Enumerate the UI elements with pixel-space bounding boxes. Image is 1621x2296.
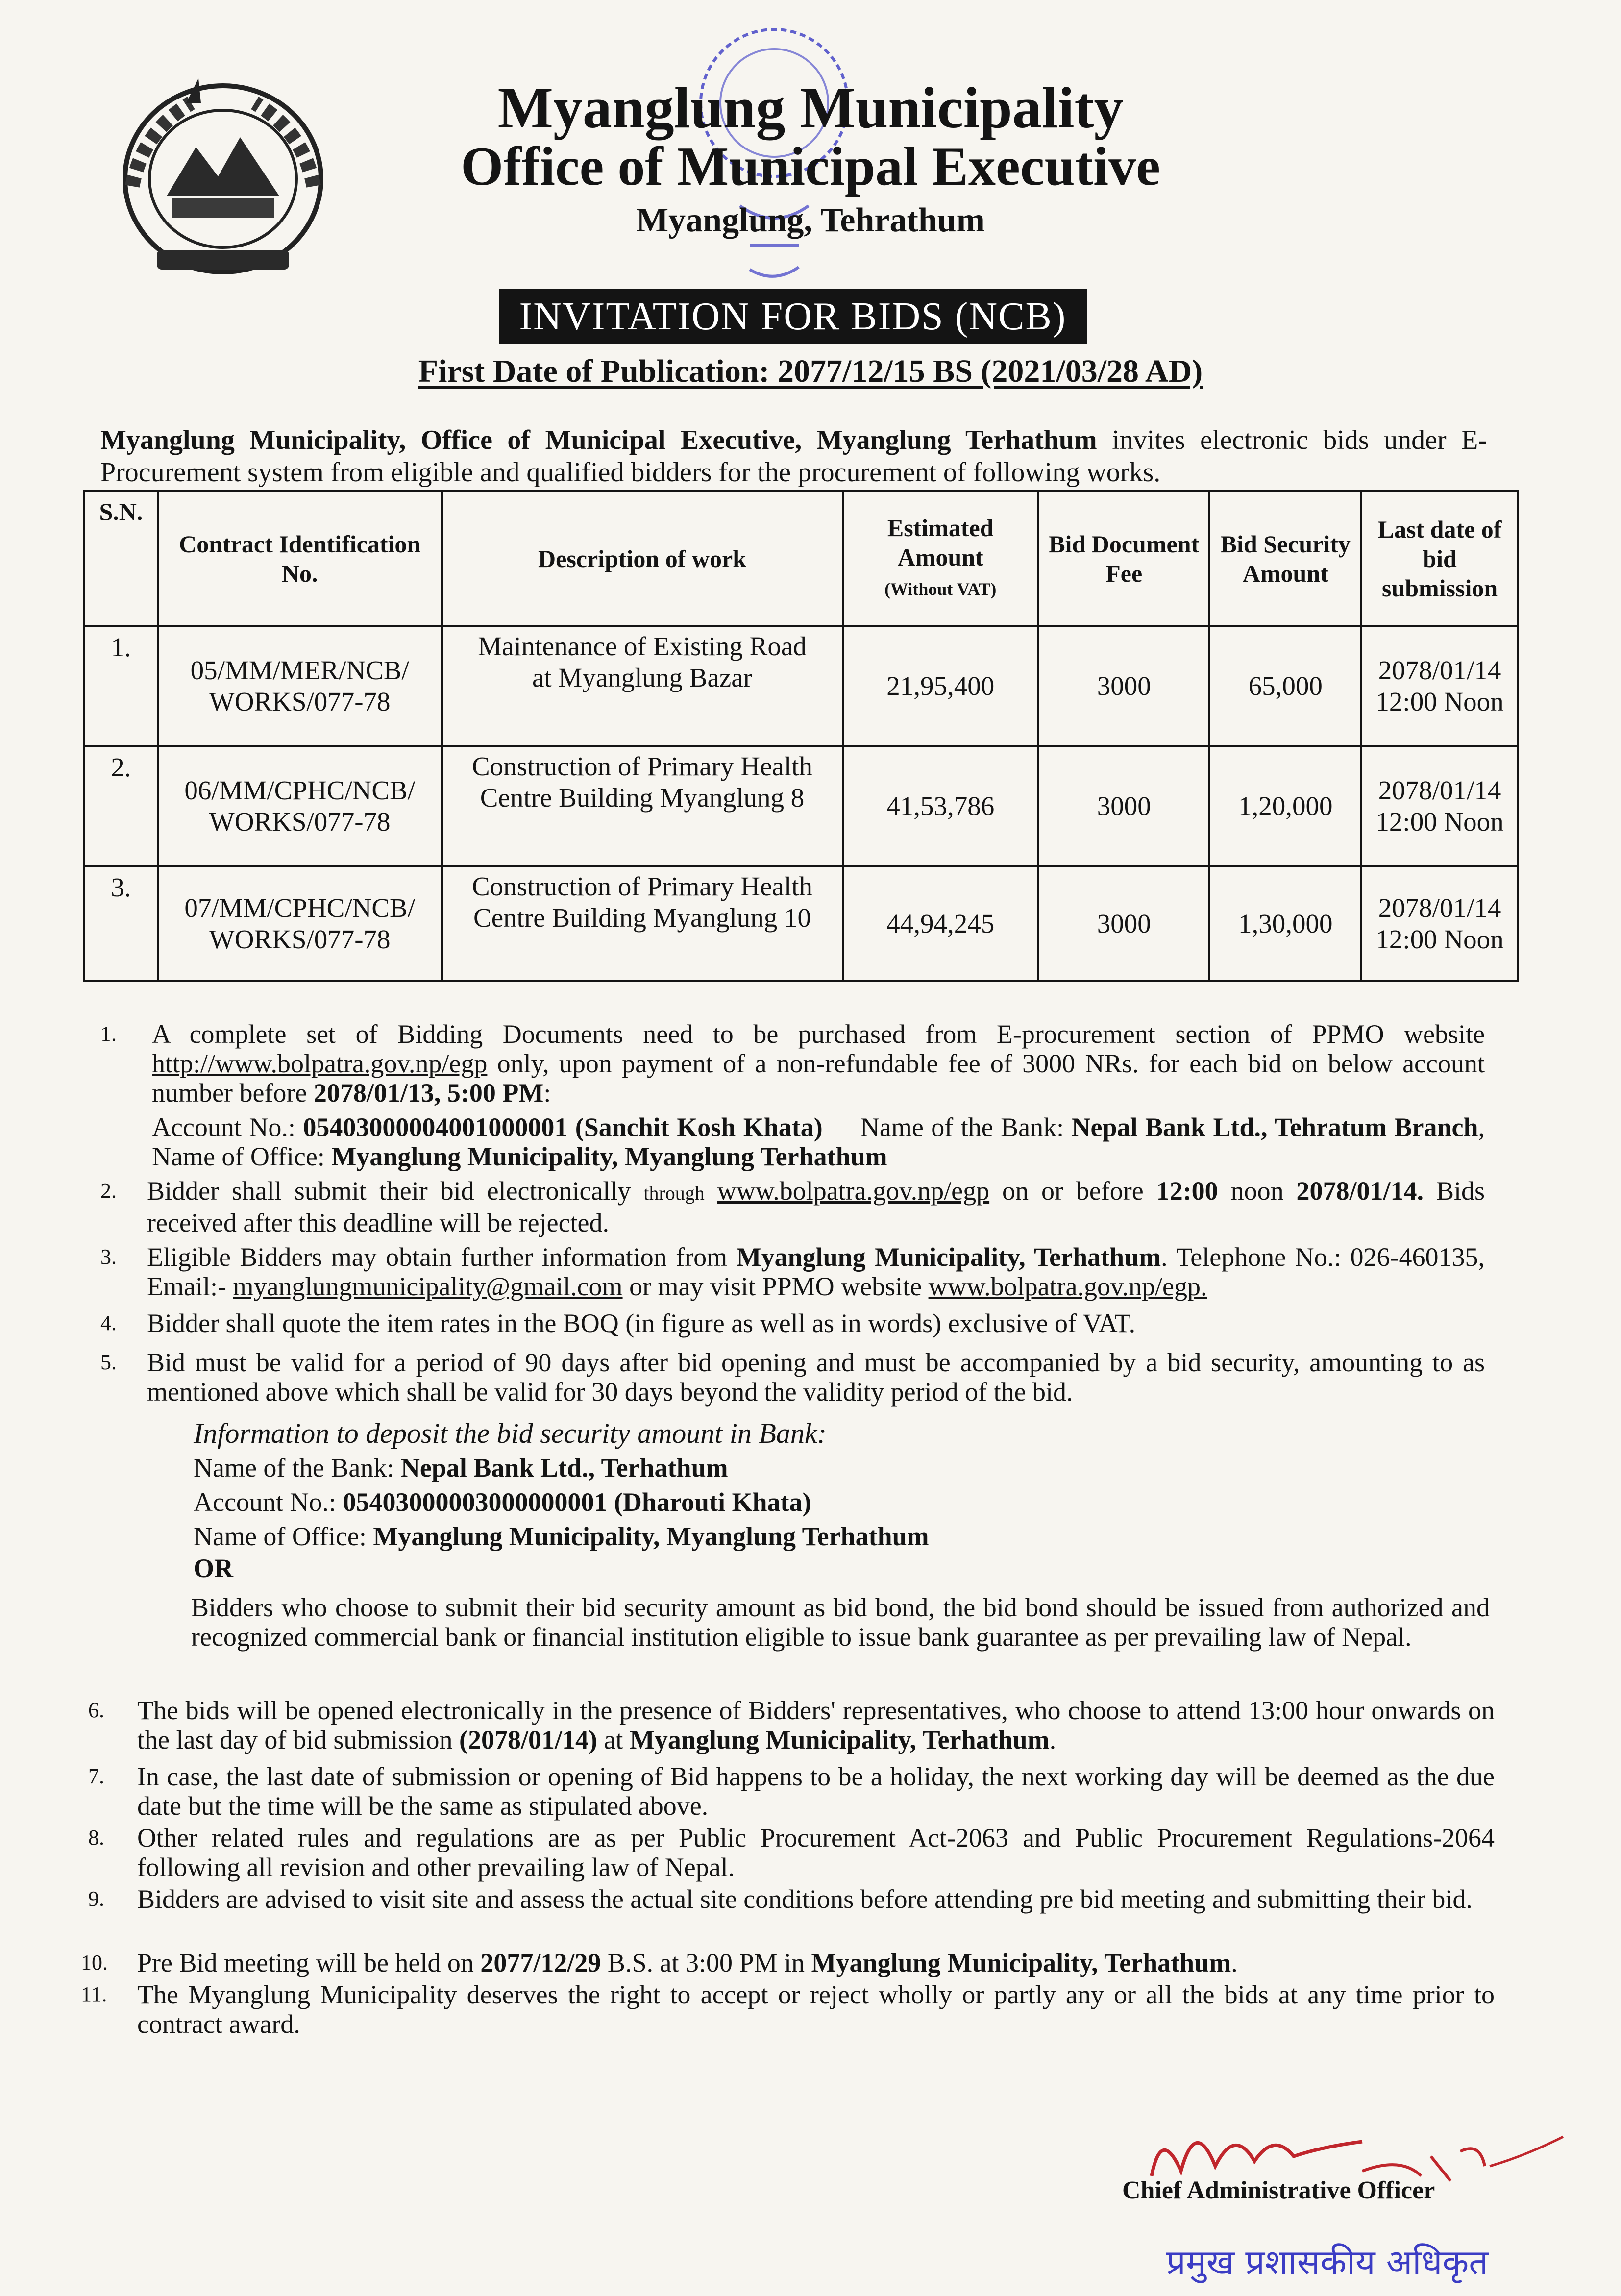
- term-1-account: Account No.: 05403000004001000001 (Sanchit Kosh Khata) Name of the Bank: Nepal Bank Ltd., Tehratum Branch, Name of Office: Myanglung Municipality, Myanglung Terhathum: [152, 1112, 1485, 1171]
- bank-name-line: Name of the Bank: Nepal Bank Ltd., Terhathum: [194, 1453, 728, 1482]
- row-description: Construction of Primary Health Centre Building Myanglung 10: [442, 866, 843, 981]
- table-header-row: [84, 491, 1518, 626]
- header-description: Description of work: [442, 491, 843, 626]
- header-sn: S.N.: [84, 491, 158, 626]
- row-sn: 2.: [84, 746, 158, 866]
- bolpatra-link[interactable]: www.bolpatra.gov.np/egp: [717, 1176, 990, 1206]
- term-number: 6.: [88, 1698, 104, 1722]
- term-number: 1.: [100, 1022, 117, 1046]
- office-line: Name of Office: Myanglung Municipality, Myanglung Terhathum: [194, 1522, 929, 1551]
- table-row: [84, 626, 1518, 746]
- term-10: Pre Bid meeting will be held on 2077/12/29 B.S. at 3:00 PM in Myanglung Municipality, Terhathum.: [137, 1948, 1238, 1977]
- row-fee: 3000: [1038, 626, 1210, 746]
- row-deadline: 2078/01/14 12:00 Noon: [1361, 626, 1518, 746]
- row-deadline: 2078/01/14 12:00 Noon: [1361, 866, 1518, 981]
- row-description: Construction of Primary Health Centre Building Myanglung 8: [442, 746, 843, 866]
- term-4: Bidder shall quote the item rates in the BOQ (in figure as well as in words) exclusive of VAT.: [147, 1308, 1136, 1338]
- office-location: Myanglung, Tehrathum: [636, 201, 985, 239]
- row-fee: 3000: [1038, 866, 1210, 981]
- table-row: [84, 866, 1518, 981]
- row-security: 1,20,000: [1209, 746, 1361, 866]
- email-link[interactable]: myanglungmunicipality@gmail.com: [233, 1272, 623, 1301]
- notice-title: INVITATION FOR BIDS (NCB): [499, 289, 1087, 344]
- bank-info-heading: Information to deposit the bid security amount in Bank:: [194, 1417, 827, 1449]
- header-last-date: Last date of bid submission: [1361, 491, 1518, 626]
- publication-date: First Date of Publication: 2077/12/15 BS (2021/03/28 AD): [418, 353, 1203, 389]
- header-estimated-amount: Estimated Amount (Without VAT): [843, 491, 1038, 626]
- row-amount: 44,94,245: [843, 866, 1038, 981]
- row-contract-id: 07/MM/CPHC/NCB/ WORKS/077-78: [158, 866, 442, 981]
- row-security: 65,000: [1209, 626, 1361, 746]
- nepali-title-text: प्रमुख प्रशासकीय अधिकृत: [1166, 2242, 1489, 2282]
- header-contract-id: Contract Identification No.: [158, 491, 442, 626]
- bid-bond-text: Bidders who choose to submit their bid security amount as bid bond, the bid bond should be issued from authorized and recognized commercial bank or financial institution eligible to issue bank guarantee as per prevailing law of Nepal.: [191, 1593, 1490, 1652]
- row-contract-id: 05/MM/MER/NCB/ WORKS/077-78: [158, 626, 442, 746]
- term-2: Bidder shall submit their bid electronically through www.bolpatra.gov.np/egp on or before 12:00 noon 2078/01/14. Bids received after this deadline will be rejected.: [147, 1176, 1485, 1237]
- header-estimated-note: (Without VAT): [884, 579, 997, 599]
- term-number: 9.: [88, 1887, 104, 1911]
- row-description: Maintenance of Existing Road at Myanglung Bazar: [442, 626, 843, 746]
- term-11: The Myanglung Municipality deserves the right to accept or reject wholly or partly any or all the bids at any time prior to contract award.: [137, 1980, 1495, 2039]
- term-number: 11.: [81, 1982, 107, 2006]
- term-1: A complete set of Bidding Documents need to be purchased from E-procurement section of PPMO website http://www.bolpatra.gov.np/egp only, upon payment of a non-refundable fee of 3000 NRs. for each bid on below account number before 2078/01/13, 5:00 PM:: [152, 1019, 1485, 1108]
- table-row: [84, 746, 1518, 866]
- term-7: In case, the last date of submission or opening of Bid happens to be a holiday, the next working day will be deemed as the due date but the time will be the same as stipulated above.: [137, 1762, 1495, 1821]
- row-deadline: 2078/01/14 12:00 Noon: [1361, 746, 1518, 866]
- intro-issuer: Myanglung Municipality, Office of Municipal Executive, Myanglung Terhathum: [100, 425, 1097, 455]
- row-fee: 3000: [1038, 746, 1210, 866]
- row-amount: 41,53,786: [843, 746, 1038, 866]
- bid-table: [83, 490, 1519, 982]
- term-number: 2.: [100, 1179, 117, 1203]
- signatory-title: Chief Administrative Officer: [1122, 2176, 1435, 2204]
- term-number: 10.: [81, 1950, 108, 1975]
- term-6: The bids will be opened electronically in the presence of Bidders' representatives, who choose to attend 13:00 hour onwards on the last day of bid submission (2078/01/14) at Myanglung Municipality, Terhathum.: [137, 1696, 1495, 1754]
- term-9: Bidders are advised to visit site and assess the actual site conditions before attending pre bid meeting and submitting their bid.: [137, 1884, 1473, 1914]
- ppmo-website-link[interactable]: www.bolpatra.gov.np/egp.: [928, 1272, 1207, 1301]
- term-number: 5.: [100, 1350, 117, 1374]
- ppmo-link[interactable]: http://www.bolpatra.gov.np/egp: [152, 1049, 488, 1078]
- row-sn: 3.: [84, 866, 158, 981]
- row-contract-id: 06/MM/CPHC/NCB/ WORKS/077-78: [158, 746, 442, 866]
- header-security: Bid Security Amount: [1209, 491, 1361, 626]
- term-number: 4.: [100, 1311, 117, 1335]
- nepali-title-stamp: [1161, 2225, 1544, 2294]
- term-5: Bid must be valid for a period of 90 days after bid opening and must be accompanied by a bid security, amounting to as mentioned above which shall be valid for 30 days beyond the validity period of the bid.: [147, 1348, 1485, 1407]
- intro-paragraph: [100, 424, 1487, 489]
- term-8: Other related rules and regulations are as per Public Procurement Act-2063 and Public Procurement Regulations-2064 following all revision and other prevailing law of Nepal.: [137, 1823, 1495, 1882]
- org-name: Myanglung Municipality: [497, 75, 1124, 140]
- intro-text: invites electronic bids under E-Procurement system from eligible and qualified bidders for the procurement of following works.: [100, 425, 1488, 488]
- row-sn: 1.: [84, 626, 158, 746]
- office-name: Office of Municipal Executive: [461, 136, 1160, 197]
- term-number: 8.: [88, 1826, 104, 1850]
- term-number: 3.: [100, 1245, 117, 1269]
- header-doc-fee: Bid Document Fee: [1038, 491, 1210, 626]
- row-amount: 21,95,400: [843, 626, 1038, 746]
- term-number: 7.: [88, 1764, 104, 1788]
- term-3: Eligible Bidders may obtain further information from Myanglung Municipality, Terhathum. Telephone No.: 026-460135, Email:- myanglungmunicipality@gmail.com or may visit PPMO website www.bolpatra.gov.np/egp.: [147, 1242, 1485, 1301]
- row-security: 1,30,000: [1209, 866, 1361, 981]
- or-label: OR: [194, 1554, 233, 1583]
- account-line: Account No.: 05403000003000000001 (Dharouti Khata): [194, 1487, 811, 1517]
